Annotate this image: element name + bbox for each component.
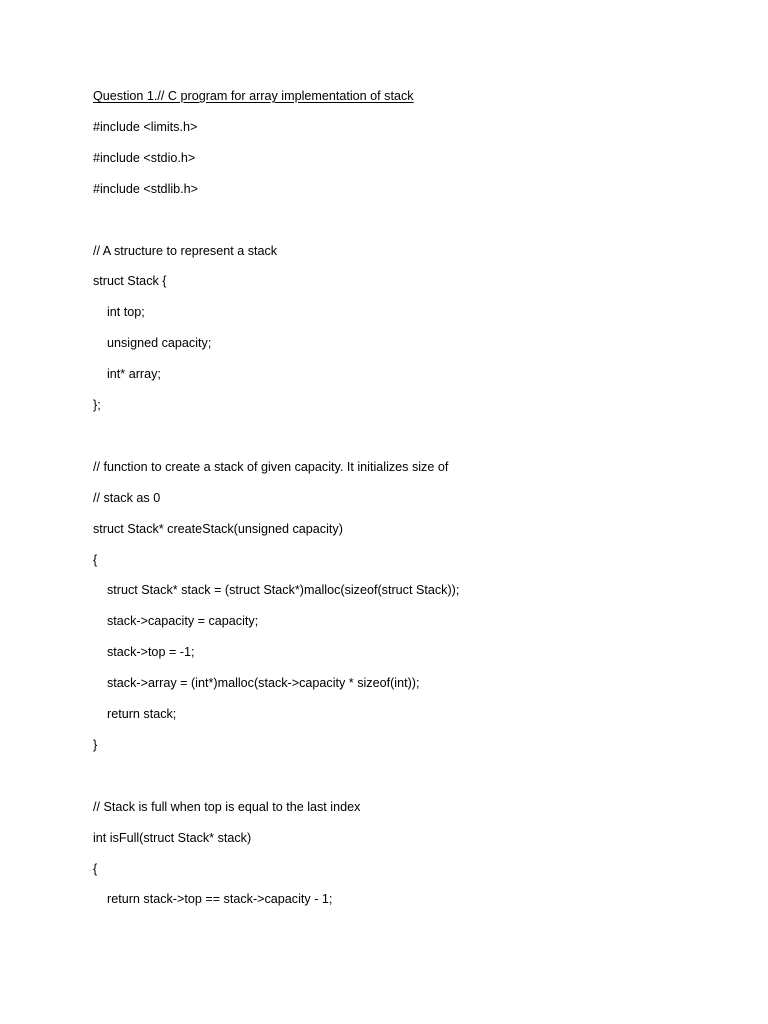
code-comment: // stack as 0: [93, 490, 161, 505]
code-comment: // Stack is full when top is equal to the last index: [93, 799, 361, 814]
code-line: struct Stack* createStack(unsigned capacity): [93, 521, 343, 536]
question-heading: Question 1.// C program for array implementation of stack: [93, 89, 414, 103]
code-line: return stack;: [93, 707, 177, 722]
code-line: stack->top = -1;: [93, 645, 195, 660]
blank-line: [93, 210, 713, 241]
code-line: };: [93, 398, 101, 413]
code-line: #include <stdio.h>: [93, 150, 196, 165]
blank-line: [93, 426, 713, 457]
code-line: #include <limits.h>: [93, 119, 198, 134]
document-body: [93, 86, 713, 920]
code-line: {: [93, 552, 98, 567]
code-line: unsigned capacity;: [93, 336, 212, 351]
code-line: int top;: [93, 305, 145, 320]
blank-line: [93, 766, 713, 797]
code-line: int* array;: [93, 367, 161, 382]
code-line: }: [93, 737, 98, 752]
code-line: stack->array = (int*)malloc(stack->capacity * sizeof(int));: [93, 676, 420, 691]
code-line: stack->capacity = capacity;: [93, 614, 259, 629]
code-comment: // function to create a stack of given capacity. It initializes size of: [93, 459, 449, 474]
code-line: struct Stack* stack = (struct Stack*)malloc(sizeof(struct Stack));: [93, 583, 460, 598]
code-line: struct Stack {: [93, 274, 167, 289]
code-line: {: [93, 861, 98, 876]
code-comment: // A structure to represent a stack: [93, 243, 278, 258]
code-line: int isFull(struct Stack* stack): [93, 830, 252, 845]
code-line: return stack->top == stack->capacity - 1;: [93, 892, 333, 907]
code-line: #include <stdlib.h>: [93, 181, 199, 196]
